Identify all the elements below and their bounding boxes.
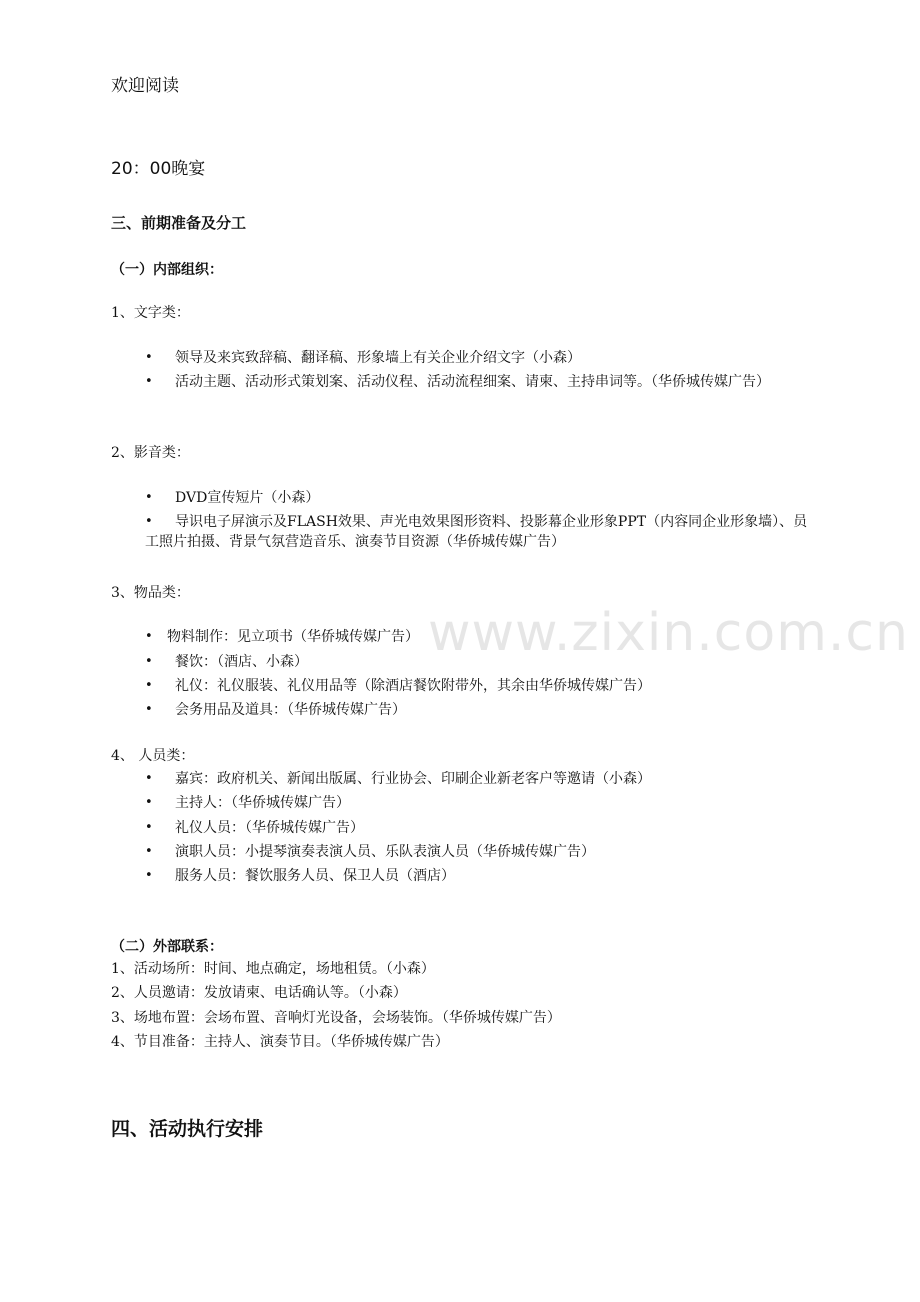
list-item-text: 导识电子屏演示及FLASH效果、声光电效果图形资料、投影幕企业形象PPT（内容同企业形象墙）、员工照片拍摄、背景气氛营造音乐、演奏节目资源（华侨城传媒广告） xyxy=(145,514,808,550)
external-contact-title: （二）外部联系： xyxy=(111,939,223,955)
list-item-text: 领导及来宾致辞稿、翻译稿、形象墙上有关企业介绍文字（小森） xyxy=(175,350,581,366)
bullet-icon: • xyxy=(145,678,153,693)
list-item-text: 服务人员：餐饮服务人员、保卫人员（酒店） xyxy=(175,868,455,884)
external-item: 2、人员邀请：发放请柬、电话确认等。（小森） xyxy=(111,985,407,1001)
external-item: 4、节目准备：主持人、演奏节目。（华侨城传媒广告） xyxy=(111,1034,449,1050)
bullet-icon: • xyxy=(145,350,153,365)
bullet-icon: • xyxy=(145,490,153,505)
bullet-icon: • xyxy=(145,374,153,389)
list-item-text: DVD宣传短片（小森） xyxy=(175,490,320,506)
list-item-text: 演职人员：小提琴演奏表演人员、乐队表演人员（华侨城传媒广告） xyxy=(175,844,595,860)
list-item-text: 嘉宾：政府机关、新闻出版属、行业协会、印刷企业新老客户等邀请（小森） xyxy=(175,771,651,787)
bullet-icon: • xyxy=(145,868,153,883)
category-media-label: 2、影音类： xyxy=(111,445,190,461)
bullet-icon: • xyxy=(145,844,153,859)
list-item xyxy=(145,372,825,416)
bullet-icon: • xyxy=(145,629,153,644)
category-text-label: 1、文字类： xyxy=(111,305,190,321)
list-item xyxy=(145,512,825,556)
section-4-title: 四、活动执行安排 xyxy=(111,1118,264,1140)
external-item: 1、活动场所：时间、地点确定，场地租赁。（小森） xyxy=(111,961,435,977)
bullet-icon: • xyxy=(145,771,153,786)
welcome-header: 欢迎阅读 xyxy=(111,76,179,96)
bullet-icon: • xyxy=(145,514,153,529)
list-item-text: 会务用品及道具：（华侨城传媒广告） xyxy=(175,702,406,718)
bullet-icon: • xyxy=(145,795,153,810)
list-item-text: 餐饮：（酒店、小森） xyxy=(175,654,308,670)
section-3-title: 三、前期准备及分工 xyxy=(111,214,247,232)
event-time-title: 20：00晚宴 xyxy=(111,159,206,179)
watermark: www.zixin.com.cn xyxy=(428,603,909,663)
bullet-icon: • xyxy=(145,702,153,717)
internal-org-title: （一）内部组织： xyxy=(111,262,223,278)
list-item-text: 活动主题、活动形式策划案、活动仪程、活动流程细案、请柬、主持串词等。（华侨城传媒广告） xyxy=(175,374,770,390)
list-item-text: 物料制作：见立项书（华侨城传媒广告） xyxy=(167,629,419,645)
list-item-text: 主持人：（华侨城传媒广告） xyxy=(175,795,350,811)
external-item: 3、场地布置：会场布置、音响灯光设备，会场装饰。（华侨城传媒广告） xyxy=(111,1010,561,1026)
list-item-text: 礼仪：礼仪服装、礼仪用品等（除酒店餐饮附带外，其余由华侨城传媒广告） xyxy=(175,678,651,694)
category-goods-label: 3、物品类： xyxy=(111,585,190,601)
list-item-text: 礼仪人员：（华侨城传媒广告） xyxy=(175,820,364,836)
bullet-icon: • xyxy=(145,820,153,835)
category-staff-label: 4、 人员类： xyxy=(111,748,195,764)
bullet-icon: • xyxy=(145,654,153,669)
